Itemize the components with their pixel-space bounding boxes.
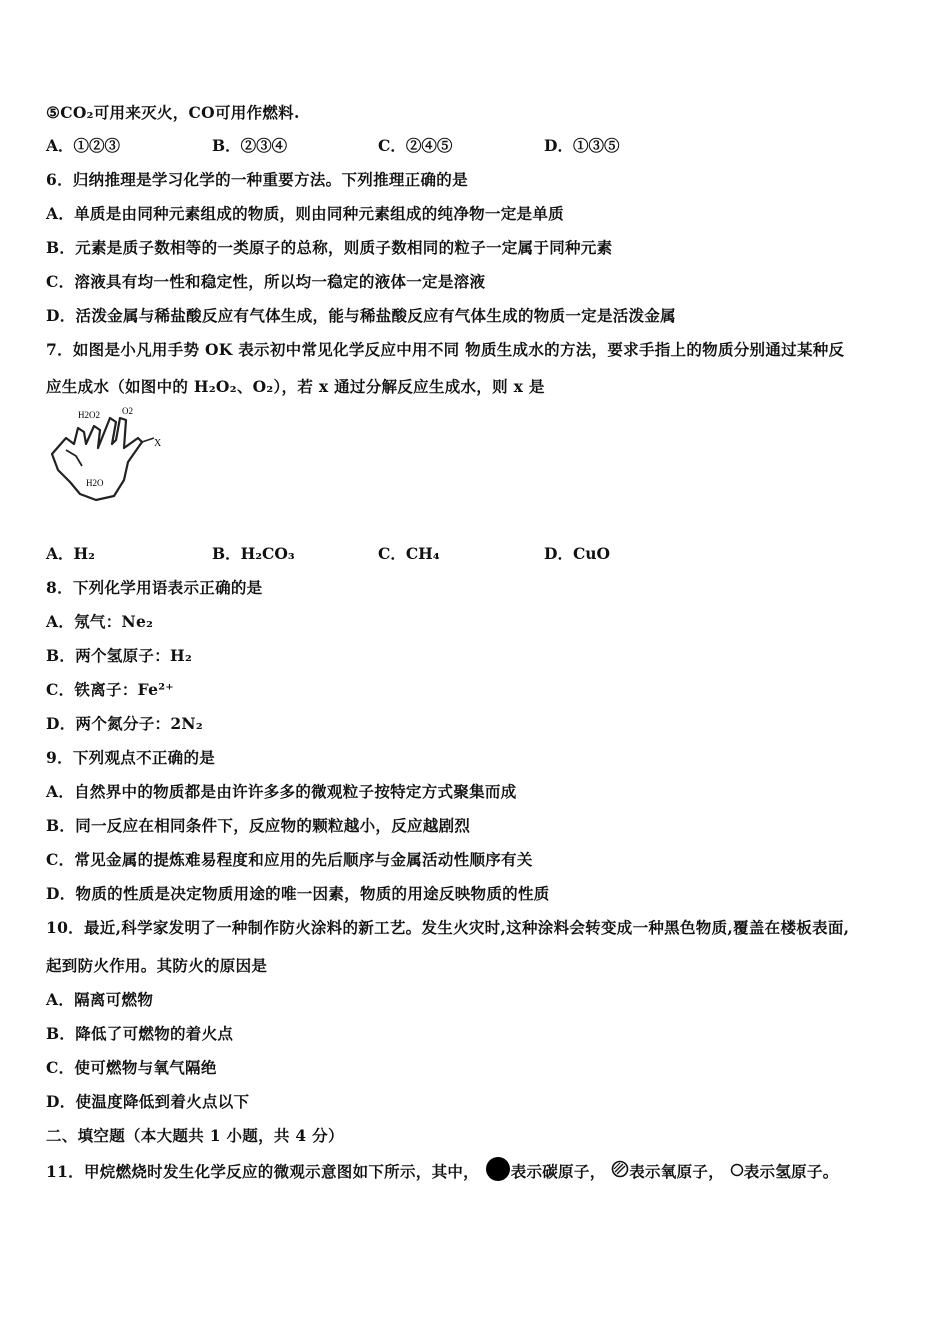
q8-option-a: A．氖气：Ne₂: [46, 612, 154, 631]
q7-option-a: A．H₂: [46, 544, 95, 563]
figure-label-h2o2: H2O2: [78, 410, 100, 420]
q8-stem: 8．下列化学用语表示正确的是: [46, 578, 263, 597]
q10-option-d: D．使温度降低到着火点以下: [46, 1092, 250, 1111]
figure-label-o2: O2: [122, 406, 133, 416]
q10-stem-line1: 10．最近,科学家发明了一种制作防火涂料的新工艺。发生火灾时,这种涂料会转变成一种黑色物质,覆盖在楼板表面,: [46, 918, 850, 937]
q6-option-c: C．溶液具有均一性和稳定性，所以均一稳定的液体一定是溶液: [46, 272, 486, 291]
q6-option-d: D．活泼金属与稀盐酸反应有气体生成，能与稀盐酸反应有气体生成的物质一定是活泼金属: [46, 306, 676, 325]
q10-option-a: A．隔离可燃物: [46, 990, 154, 1009]
q7-option-b: B．H₂CO₃: [212, 544, 295, 563]
q9-stem: 9．下列观点不正确的是: [46, 748, 216, 767]
q9-option-c: C．常见金属的提炼难易程度和应用的先后顺序与金属活动性顺序有关: [46, 850, 533, 869]
q9-option-b: B．同一反应在相同条件下，反应物的颗粒越小，反应越剧烈: [46, 816, 471, 835]
q5-option-b: B．②③④: [212, 136, 288, 155]
q11-stem-part-b: 表示碳原子，: [510, 1162, 606, 1181]
oxygen-atom-icon: [611, 1160, 629, 1178]
q5-item5: ⑤CO₂可用来灭火，CO可用作燃料.: [46, 103, 300, 122]
q6-option-b: B．元素是质子数相等的一类原子的总称，则质子数相同的粒子一定属于同种元素: [46, 238, 613, 257]
q7-stem-line2: 应生成水（如图中的 H₂O₂、O₂），若 x 通过分解反应生成水，则 x 是: [46, 377, 545, 396]
figure-label-h2o: H2O: [86, 478, 104, 488]
q11-stem: [46, 1162, 839, 1182]
q11-stem-part-a: 11．甲烷燃烧时发生化学反应的微观示意图如下所示，其中，: [46, 1162, 479, 1181]
figure-label-x: X: [154, 438, 162, 449]
carbon-atom-icon: [485, 1156, 511, 1182]
q9-option-d: D．物质的性质是决定物质用途的唯一因素，物质的用途反映物质的性质: [46, 884, 550, 903]
q6-option-a: A．单质是由同种元素组成的物质，则由同种元素组成的纯净物一定是单质: [46, 204, 564, 223]
q11-stem-part-c: 表示氧原子，: [629, 1162, 725, 1181]
hydrogen-atom-icon: [730, 1163, 744, 1177]
section-2-title: 二、填空题（本大题共 1 小题，共 4 分）: [46, 1126, 344, 1145]
q7-option-c: C．CH₄: [378, 544, 440, 563]
q5-option-a: A．①②③: [46, 136, 121, 155]
q8-option-c: C．铁离子：Fe²⁺: [46, 680, 174, 699]
q6-stem: 6．归纳推理是学习化学的一种重要方法。下列推理正确的是: [46, 170, 468, 189]
q8-option-b: B．两个氢原子：H₂: [46, 646, 193, 665]
q10-option-c: C．使可燃物与氧气隔绝: [46, 1058, 217, 1077]
q10-option-b: B．降低了可燃物的着火点: [46, 1024, 234, 1043]
q9-option-a: A．自然界中的物质都是由许许多多的微观粒子按特定方式聚集而成: [46, 782, 517, 801]
q7-stem-line1: 7．如图是小凡用手势 OK 表示初中常见化学反应中用不同 物质生成水的方法，要求手指上的物质分别通过某种反: [46, 340, 845, 359]
ok-hand-figure: [44, 404, 174, 504]
q10-stem-line2: 起到防火作用。其防火的原因是: [46, 956, 268, 975]
q11-stem-part-d: 表示氢原子。: [743, 1162, 839, 1181]
q7-option-d: D．CuO: [544, 544, 611, 563]
q8-option-d: D．两个氮分子：2N₂: [46, 714, 203, 733]
q5-option-c: C．②④⑤: [378, 136, 453, 155]
q5-option-d: D．①③⑤: [544, 136, 620, 155]
